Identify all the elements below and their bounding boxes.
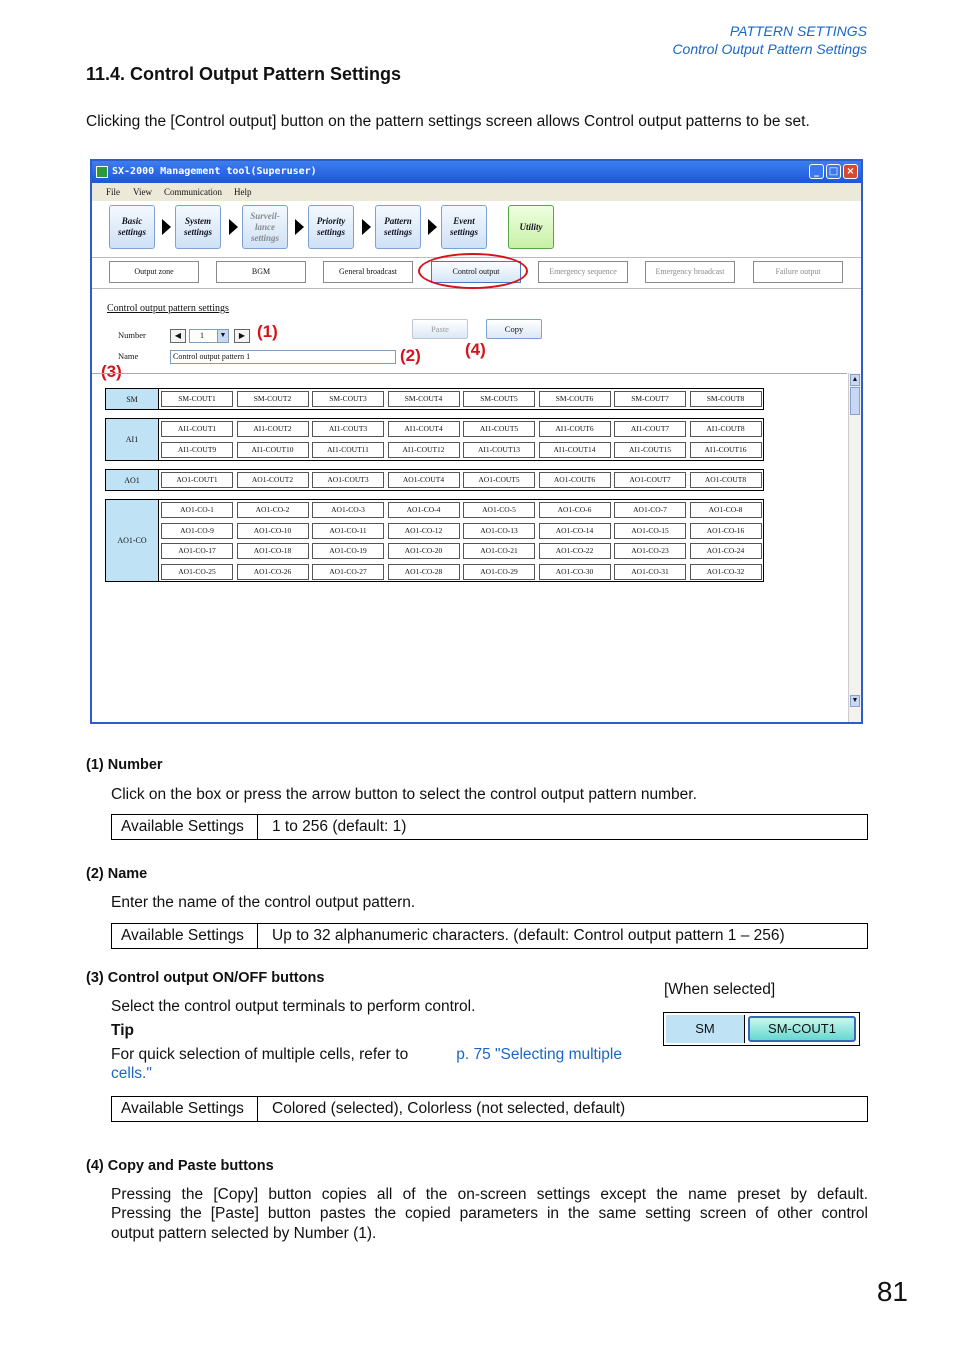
utility-button[interactable]: Utility [508, 205, 554, 249]
page-number: 81 [876, 1276, 908, 1307]
surveillance-settings-button[interactable]: Surveil- lance settings [242, 205, 288, 249]
app-window [90, 159, 863, 724]
example-label: SM [666, 1015, 745, 1043]
control-output-cell[interactable]: AO1-CO-25 [161, 564, 233, 580]
menu-communication[interactable]: Communication [164, 187, 222, 197]
tab-output-zone[interactable]: Output zone [109, 261, 199, 283]
control-output-cell[interactable]: AO1-COUT1 [161, 472, 233, 488]
vertical-scrollbar[interactable] [848, 373, 861, 722]
table-label: Available Settings [112, 1097, 258, 1121]
control-output-cell[interactable]: AO1-CO-7 [614, 502, 686, 518]
item-buttons-title: (3) Control output ON/OFF buttons [86, 970, 325, 986]
selected-example [663, 1012, 860, 1046]
chevron-down-icon[interactable]: ▼ [217, 329, 229, 343]
name-settings-table [111, 923, 868, 949]
when-selected-label: [When selected] [664, 981, 776, 998]
window-title: SX-2000 Management tool(Superuser) [112, 166, 317, 177]
group-label: AO1 [106, 470, 159, 490]
table-label: Available Settings [112, 924, 258, 948]
running-header-section: PATTERN SETTINGS [729, 23, 867, 39]
control-output-cell[interactable]: AO1-CO-1 [161, 502, 233, 518]
control-output-cell[interactable]: AO1-CO-18 [237, 543, 309, 559]
table-value: 1 to 256 (default: 1) [272, 818, 407, 835]
buttons-settings-table [111, 1096, 868, 1122]
control-output-cell[interactable]: AI1-COUT16 [690, 442, 762, 458]
control-output-cell[interactable]: AI1-COUT10 [237, 442, 309, 458]
arrow-right-icon [162, 219, 171, 235]
control-output-cell[interactable]: AO1-CO-19 [312, 543, 384, 559]
menu-view[interactable]: View [133, 187, 152, 197]
scroll-down-icon[interactable]: ▼ [850, 695, 860, 707]
control-output-cell[interactable]: AO1-CO-4 [388, 502, 460, 518]
highlight-ellipse [418, 253, 528, 289]
pattern-settings-button[interactable]: Pattern settings [375, 205, 421, 249]
group-ao1-co [105, 499, 764, 582]
tip-link-cont[interactable]: cells." [111, 1065, 152, 1082]
control-output-cell[interactable]: SM-COUT6 [539, 391, 611, 407]
control-output-cell[interactable]: AO1-COUT8 [690, 472, 762, 488]
settings-toolbar [92, 201, 861, 258]
control-output-cell[interactable]: AO1-CO-9 [161, 523, 233, 539]
control-output-cell[interactable]: AO1-CO-23 [614, 543, 686, 559]
control-output-cell[interactable]: SM-COUT3 [312, 391, 384, 407]
control-output-cell[interactable]: AO1-CO-12 [388, 523, 460, 539]
control-output-cell[interactable]: AI1-COUT2 [237, 421, 309, 437]
table-label: Available Settings [112, 815, 258, 839]
paste-button[interactable]: Paste [412, 319, 468, 339]
tab-control-output[interactable]: Control output [431, 261, 521, 283]
control-output-cell[interactable]: AO1-CO-27 [312, 564, 384, 580]
copy-desc-line-1: Pressing the [Copy] button copies all of the on-screen settings except the name preset by default. [111, 1186, 868, 1203]
control-output-cell[interactable]: AI1-COUT5 [463, 421, 535, 437]
control-output-cell[interactable]: AI1-COUT15 [614, 442, 686, 458]
table-value: Colored (selected), Colorless (not selected, default) [272, 1100, 626, 1117]
item-name-title: (2) Name [86, 866, 148, 882]
group-ao1 [105, 469, 764, 491]
scroll-up-icon[interactable]: ▲ [850, 374, 860, 386]
copy-button[interactable]: Copy [486, 319, 542, 339]
control-output-cell[interactable]: SM-COUT5 [463, 391, 535, 407]
control-output-cell[interactable]: AO1-CO-20 [388, 543, 460, 559]
control-output-cell[interactable]: AI1-COUT3 [312, 421, 384, 437]
control-output-cell[interactable]: AO1-CO-31 [614, 564, 686, 580]
group-sm [105, 388, 764, 410]
control-output-cell[interactable]: AO1-CO-29 [463, 564, 535, 580]
control-output-cell[interactable]: AO1-CO-22 [539, 543, 611, 559]
tab-bgm[interactable]: BGM [216, 261, 306, 283]
basic-settings-button[interactable]: Basic settings [109, 205, 155, 249]
running-header-subsection: Control Output Pattern Settings [672, 41, 867, 57]
control-output-cell[interactable]: AI1-COUT7 [614, 421, 686, 437]
callout-2: (2) [400, 346, 421, 365]
control-output-cell[interactable]: AO1-CO-11 [312, 523, 384, 539]
tip-text: For quick selection of multiple cells, refer to [111, 1046, 409, 1063]
item-copy-title: (4) Copy and Paste buttons [86, 1158, 274, 1174]
scroll-thumb[interactable] [850, 387, 860, 415]
panel-title: Control output pattern settings [107, 303, 229, 314]
item-buttons-desc: Select the control output terminals to perform control. [111, 998, 476, 1015]
name-input[interactable]: Control output pattern 1 [170, 350, 396, 364]
control-output-cell[interactable]: AO1-CO-24 [690, 543, 762, 559]
control-output-cell[interactable]: AI1-COUT8 [690, 421, 762, 437]
control-output-cell[interactable]: SM-COUT7 [614, 391, 686, 407]
copy-desc-line-3: output pattern selected by Number (1). [111, 1225, 377, 1242]
number-input[interactable]: 1 [189, 329, 229, 343]
intro-paragraph: Clicking the [Control output] button on the pattern settings screen allows Control output patterns to be set. [86, 113, 810, 130]
arrow-right-icon[interactable]: ▶ [234, 329, 250, 343]
control-output-cell[interactable]: SM-COUT2 [237, 391, 309, 407]
system-settings-button[interactable]: System settings [175, 205, 221, 249]
control-output-cell[interactable]: AI1-COUT13 [463, 442, 535, 458]
tab-failure-output[interactable]: Failure output [753, 261, 843, 283]
minimize-icon[interactable]: _ [809, 164, 824, 179]
control-output-cell[interactable]: AO1-COUT4 [388, 472, 460, 488]
control-output-cell[interactable]: SM-COUT4 [388, 391, 460, 407]
control-output-cell[interactable]: SM-COUT1 [161, 391, 233, 407]
control-output-cell[interactable]: AO1-CO-26 [237, 564, 309, 580]
control-output-cell[interactable]: AO1-COUT3 [312, 472, 384, 488]
group-label: SM [106, 389, 159, 409]
control-output-cell[interactable]: AO1-COUT6 [539, 472, 611, 488]
control-output-cell[interactable]: AO1-CO-30 [539, 564, 611, 580]
tab-emergency-broadcast[interactable]: Emergency broadcast [645, 261, 735, 283]
control-output-cell[interactable]: AI1-COUT1 [161, 421, 233, 437]
menu-file[interactable]: File [106, 187, 121, 197]
maximize-icon[interactable]: □ [826, 164, 841, 179]
copy-desc-line-2: Pressing the [Paste] button pastes the copied parameters in the same setting screen of other control [111, 1205, 868, 1222]
group-label: AI1 [106, 419, 159, 460]
tip-link[interactable]: p. 75 "Selecting multiple [456, 1046, 622, 1063]
event-settings-button[interactable]: Event settings [441, 205, 487, 249]
control-output-cell[interactable]: AI1-COUT12 [388, 442, 460, 458]
menu-bar [92, 183, 861, 201]
item-number-title: (1) Number [86, 757, 163, 773]
number-label: Number [118, 330, 146, 340]
group-ai1 [105, 418, 764, 461]
tip-line-1 [111, 1045, 622, 1065]
control-output-cell[interactable]: AO1-CO-2 [237, 502, 309, 518]
item-number-desc: Click on the box or press the arrow button to select the control output pattern number. [111, 786, 697, 803]
control-output-cell[interactable]: AI1-COUT6 [539, 421, 611, 437]
menu-help[interactable]: Help [234, 187, 252, 197]
control-output-cell[interactable]: AO1-CO-8 [690, 502, 762, 518]
control-output-cell[interactable]: SM-COUT8 [690, 391, 762, 407]
control-output-cell[interactable]: AI1-COUT11 [312, 442, 384, 458]
arrow-right-icon [428, 219, 437, 235]
control-output-cell[interactable]: AO1-CO-3 [312, 502, 384, 518]
control-output-cell[interactable]: AI1-COUT14 [539, 442, 611, 458]
control-output-cell[interactable]: AO1-COUT7 [614, 472, 686, 488]
table-value: Up to 32 alphanumeric characters. (default: Control output pattern 1 – 256) [272, 927, 785, 944]
control-output-cell[interactable]: AO1-COUT5 [463, 472, 535, 488]
control-output-cell[interactable]: AO1-CO-14 [539, 523, 611, 539]
section-title: 11.4. Control Output Pattern Settings [86, 64, 402, 84]
example-selected-button: SM-COUT1 [748, 1016, 856, 1042]
control-output-cell[interactable]: AI1-COUT4 [388, 421, 460, 437]
control-output-cell[interactable]: AO1-CO-21 [463, 543, 535, 559]
app-icon [96, 166, 108, 178]
arrow-right-icon [229, 219, 238, 235]
callout-3: (3) [101, 362, 122, 381]
control-output-cell[interactable]: AO1-CO-6 [539, 502, 611, 518]
arrow-right-icon [362, 219, 371, 235]
callout-1: (1) [257, 322, 278, 341]
priority-settings-button[interactable]: Priority settings [308, 205, 354, 249]
group-label: AO1-CO [106, 500, 159, 581]
callout-4: (4) [465, 340, 486, 359]
control-output-cell[interactable]: AO1-CO-13 [463, 523, 535, 539]
control-output-cell[interactable]: AO1-CO-17 [161, 543, 233, 559]
name-label: Name [118, 351, 139, 361]
item-name-desc: Enter the name of the control output pattern. [111, 894, 416, 911]
tip-label: Tip [111, 1022, 134, 1039]
control-output-cell[interactable]: AO1-CO-15 [614, 523, 686, 539]
window-titlebar [92, 161, 861, 183]
tab-emergency-sequence[interactable]: Emergency sequence [538, 261, 628, 283]
arrow-right-icon [295, 219, 304, 235]
control-output-cell[interactable]: AO1-CO-5 [463, 502, 535, 518]
number-settings-table [111, 814, 868, 840]
control-output-grid-area [92, 373, 847, 723]
tab-general-broadcast[interactable]: General broadcast [323, 261, 413, 283]
arrow-left-icon[interactable]: ◀ [170, 329, 186, 343]
control-output-cell[interactable]: AI1-COUT9 [161, 442, 233, 458]
control-output-cell[interactable]: AO1-COUT2 [237, 472, 309, 488]
control-output-cell[interactable]: AO1-CO-16 [690, 523, 762, 539]
control-output-cell[interactable]: AO1-CO-10 [237, 523, 309, 539]
close-icon[interactable]: × [843, 164, 858, 179]
control-output-cell[interactable]: AO1-CO-32 [690, 564, 762, 580]
control-output-cell[interactable]: AO1-CO-28 [388, 564, 460, 580]
